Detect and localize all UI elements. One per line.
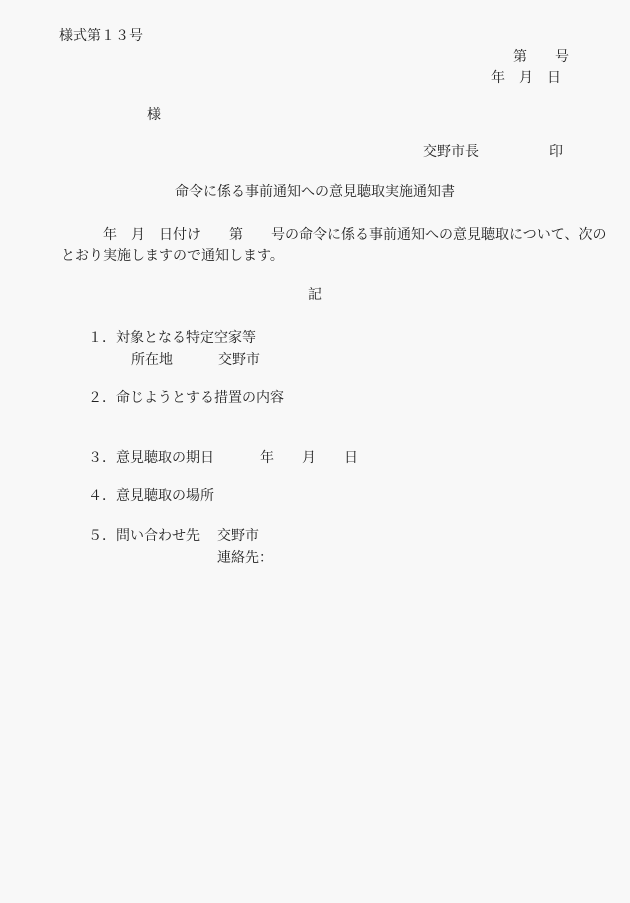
date-line: 年 月 日 — [491, 71, 561, 86]
item-1-field-value: 交野市 — [218, 353, 260, 368]
addressee-honorific: 様 — [147, 108, 161, 123]
issuer-line — [423, 145, 563, 160]
item-5 — [88, 529, 259, 544]
doc-number: 第 号 — [513, 50, 569, 65]
item-1-label: 対象となる特定空家等 — [116, 331, 256, 346]
seal-placeholder: 印 — [549, 145, 563, 160]
item-5-number: ５． — [88, 529, 116, 544]
document-title: 命令に係る事前通知への意見聴取実施通知書 — [175, 185, 455, 200]
item-1-field-location — [131, 353, 260, 368]
issuer-name: 交野市長 — [423, 145, 479, 160]
item-3-label: 意見聴取の期日 — [116, 451, 214, 466]
item-1-field-label: 所在地 — [131, 353, 173, 368]
item-2 — [88, 391, 284, 406]
item-4 — [88, 489, 214, 504]
item-2-label: 命じようとする措置の内容 — [116, 391, 284, 406]
item-4-label: 意見聴取の場所 — [116, 489, 214, 504]
item-5-value: 交野市 — [217, 529, 259, 544]
form-number: 様式第１３号 — [59, 29, 143, 44]
item-2-number: ２． — [88, 391, 116, 406]
item-1 — [88, 331, 256, 346]
item-1-number: １． — [88, 331, 116, 346]
item-4-number: ４． — [88, 489, 116, 504]
item-3 — [88, 451, 358, 466]
item-3-date-value: 年 月 日 — [260, 451, 358, 466]
body-line-1: 年 月 日付け 第 号の命令に係る事前通知への意見聴取について、次の — [61, 228, 607, 243]
item-5-label: 問い合わせ先 — [116, 529, 200, 544]
item-3-number: ３． — [88, 451, 116, 466]
body-line-2: とおり実施しますので通知します。 — [61, 249, 284, 264]
record-marker: 記 — [308, 288, 322, 303]
item-5-contact-label: 連絡先： — [217, 551, 273, 566]
